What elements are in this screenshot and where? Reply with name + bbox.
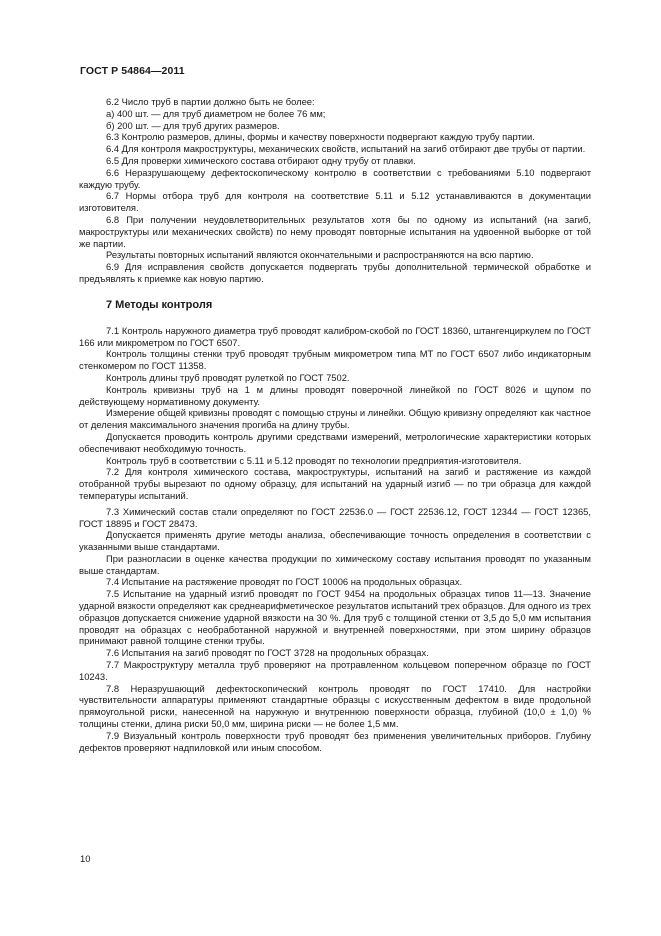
paragraph: Контроль толщины стенки труб проводят трубным микрометром типа МТ по ГОСТ 6507 либо индикаторным стенкомером по ГОСТ 11358. — [79, 348, 591, 372]
paragraph: а) 400 шт. — для труб диаметром не более 76 мм; — [106, 107, 326, 119]
paragraph: 6.4 Для контроля макроструктуры, механических свойств, испытаний на загиб отбирают две трубы от партии. — [106, 143, 586, 155]
paragraph: 7.5 Испытание на ударный изгиб проводят по ГОСТ 9454 на продольных образцах типов 11—13. Значение ударной вязкости определяют как среднеарифметическое результатов испытаний трех образцов. Для одного из трех образцов допускается снижение ударной вязкости на 30 %. Для труб с толщиной стенки от 3,5 до 5,0 мм испытания проводят на образцах с необработанной наружной и внутренней поверхностями, при этом ширину образцов принимают равной толщине стенки трубы. — [79, 588, 591, 647]
document-body — [79, 96, 591, 753]
paragraph: 7.1 Контроль наружного диаметра труб проводят калибром-скобой по ГОСТ 18360, штангенциркулем по ГОСТ 166 или микрометром по ГОСТ 6507. — [79, 324, 591, 348]
paragraph: Контроль труб в соответствии с 5.11 и 5.12 проводят по технологии предприятия-изготовителя. — [106, 454, 522, 466]
paragraph: 6.2 Число труб в партии должно быть не более: — [106, 96, 315, 107]
paragraph: 7.7 Макроструктуру металла труб проверяют на протравленном кольцевом поперечном образце по ГОСТ 10243. — [79, 659, 591, 682]
section-title: 7 Методы контроля — [106, 298, 213, 311]
paragraph: Измерение общей кривизны проводят с помощью струны и линейки. Общую кривизну определяют как частное от деления максимального значения прогиба на длину трубы. — [79, 407, 591, 431]
section-6 — [79, 96, 591, 285]
paragraph: 7.6 Испытания на загиб проводят по ГОСТ 3728 на продольных образцах. — [106, 647, 429, 659]
paragraph: Контроль длины труб проводят рулеткой по ГОСТ 7502. — [106, 371, 350, 383]
paragraph: 7.4 Испытание на растяжение проводят по ГОСТ 10006 на продольных образцах. — [106, 576, 463, 588]
page-number: 10 — [80, 853, 91, 864]
document-header: ГОСТ Р 54864—2011 — [80, 65, 185, 77]
paragraph: 6.5 Для проверки химического состава отбирают одну трубу от плавки. — [106, 154, 416, 166]
paragraph: 7.9 Визуальный контроль поверхности труб проводят без применения увеличительных приборов. Глубину дефектов проверяют надпиловкой или иным способом. — [79, 729, 591, 753]
section-7 — [79, 325, 591, 754]
paragraph: б) 200 шт. — для труб других размеров. — [106, 119, 280, 131]
paragraph: Допускается применять другие методы анализа, обеспечивающие точность определения в соответствии с указанными выше стандартами. — [79, 529, 591, 553]
paragraph: 7.3 Химический состав стали определяют по ГОСТ 22536.0 — ГОСТ 22536.12, ГОСТ 12344 — ГОСТ 12365, ГОСТ 18895 и ГОСТ 28473. — [79, 505, 591, 529]
paragraph: 6.3 Контролю размеров, длины, формы и качеству поверхности подвергают каждую трубу партии. — [106, 131, 535, 143]
paragraph: 6.9 Для исправления свойств допускается подвергать трубы дополнительной термической обработке и предъявлять к приемке как новую партию. — [79, 261, 591, 284]
paragraph: 6.6 Неразрушающему дефектоскопическому контролю в соответствии с требованиями 5.10 подвергают каждую трубу. — [79, 166, 591, 190]
paragraph: При разногласии в оценке качества продукции по химическому составу испытания проводят по указанным выше стандартам. — [79, 552, 591, 576]
paragraph: Контроль кривизны труб на 1 м длины проводят поверочной линейкой по ГОСТ 8026 и щупом по действующему нормативному документу. — [79, 383, 591, 407]
paragraph: Допускается проводить контроль другими средствами измерений, метрологические характеристики которых обеспечивают необходимую точность. — [79, 430, 591, 454]
paragraph: Результаты повторных испытаний являются окончательными и распространяются на всю партию. — [106, 249, 534, 261]
paragraph: 6.8 При получении неудовлетворительных результатов хотя бы по одному из испытаний (на загиб, макроструктуры или механических свойств) по нему проводят повторные испытания на удвоенной выборке от той же партии. — [79, 213, 591, 249]
paragraph: 6.7 Нормы отбора труб для контроля на соответствие 5.11 и 5.12 устанавливаются в документации изготовителя. — [79, 190, 591, 214]
paragraph: 7.2 Для контроля химического состава, макроструктуры, испытаний на загиб и растяжение из каждой отобранной трубы вырезают по одному образцу, для испытаний на ударный изгиб — по три образца для каждой температуры испытаний. — [79, 466, 591, 501]
paragraph: 7.8 Неразрушающий дефектоскопический контроль проводят по ГОСТ 17410. Для настройки чувствительности аппаратуры применяют стандартные образцы с искусственным дефектом в виде продольной прямоугольной риски, нанесенной на наружную и внутреннюю поверхности образца, глубиной (10,0 ± 1,0) % толщины стенки, длина риски 50,0 мм, ширина риски — не более 1,5 мм. — [79, 682, 591, 730]
